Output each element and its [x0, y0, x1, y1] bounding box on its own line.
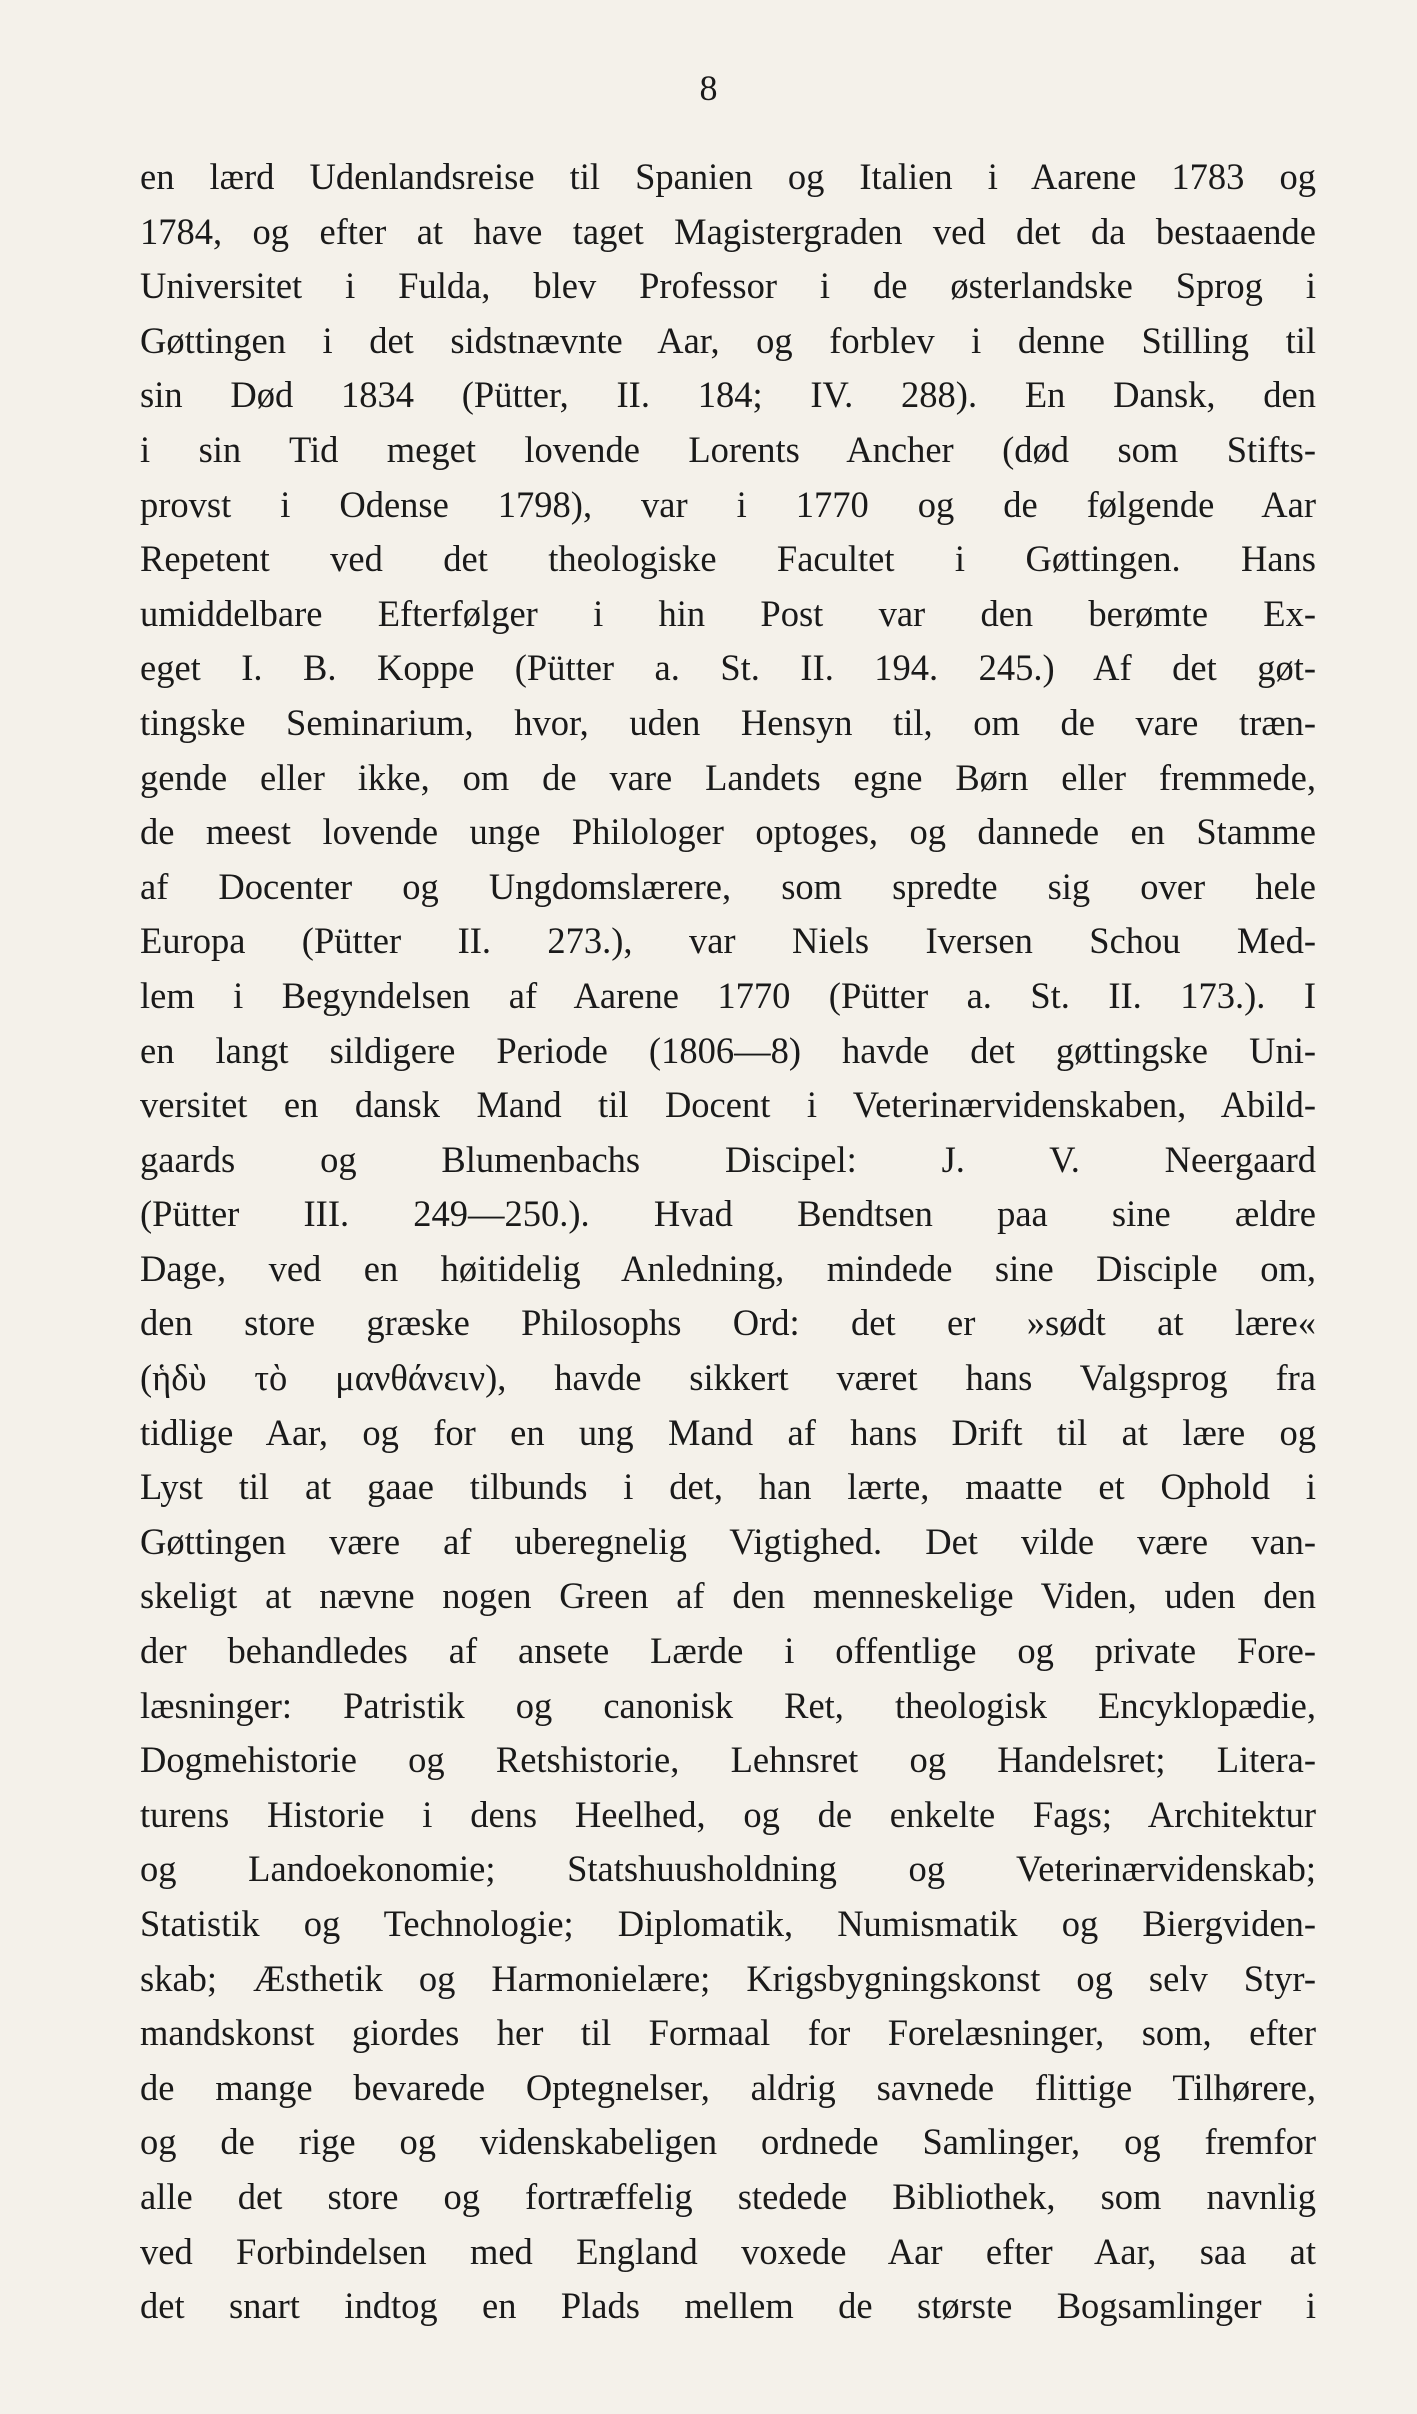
- text-line: tingske Seminarium, hvor, uden Hensyn til, om de vare træn-: [140, 701, 1316, 743]
- text-line: de meest lovende unge Philologer optoges, og dannede en Stamme: [140, 811, 1316, 853]
- text-line: umiddelbare Efterfølger i hin Post var den berømte Ex-: [140, 592, 1316, 634]
- text-line: den store græske Philosophs Ord: det er »sødt at lære«: [140, 1302, 1316, 1344]
- text-line: det snart indtog en Plads mellem de største Bogsamlinger i: [140, 2285, 1316, 2327]
- text-line: turens Historie i dens Heelhed, og de enkelte Fags; Architektur: [140, 1793, 1316, 1835]
- text-line: i sin Tid meget lovende Lorents Ancher (død som Stifts-: [140, 428, 1316, 470]
- text-line: Europa (Pütter II. 273.), var Niels Iversen Schou Med-: [140, 920, 1316, 962]
- text-line: versitet en dansk Mand til Docent i Veterinærvidenskaben, Abild-: [140, 1084, 1316, 1126]
- text-line: Lyst til at gaae tilbunds i det, han lærte, maatte et Ophold i: [140, 1466, 1316, 1508]
- text-line: skeligt at nævne nogen Green af den menneskelige Viden, uden den: [140, 1575, 1316, 1617]
- text-line: de mange bevarede Optegnelser, aldrig savnede flittige Tilhørere,: [140, 2066, 1316, 2108]
- text-line: en lærd Udenlandsreise til Spanien og Italien i Aarene 1783 og: [140, 156, 1316, 197]
- text-line: Repetent ved det theologiske Facultet i Gøttingen. Hans: [140, 538, 1316, 580]
- text-line: tidlige Aar, og for en ung Mand af hans Drift til at lære og: [140, 1411, 1316, 1453]
- text-line: provst i Odense 1798), var i 1770 og de følgende Aar: [140, 483, 1316, 525]
- text-line: en langt sildigere Periode (1806—8) havde det gøttingske Uni-: [140, 1029, 1316, 1071]
- text-line: Dogmehistorie og Retshistorie, Lehnsret og Handelsret; Litera-: [140, 1739, 1316, 1781]
- text-line: (Pütter III. 249—250.). Hvad Bendtsen paa sine ældre: [140, 1193, 1316, 1235]
- text-line: Statistik og Technologie; Diplomatik, Numismatik og Biergviden-: [140, 1903, 1316, 1944]
- text-line: læsninger: Patristik og canonisk Ret, theologisk Encyklopædie,: [140, 1684, 1316, 1726]
- text-line: gaards og Blumenbachs Discipel: J. V. Neergaard: [140, 1138, 1316, 1180]
- text-line: sin Død 1834 (Pütter, II. 184; IV. 288). En Dansk, den: [140, 374, 1316, 416]
- text-line: lem i Begyndelsen af Aarene 1770 (Pütter a. St. II. 173.). I: [140, 974, 1316, 1016]
- text-line: skab; Æsthetik og Harmonielære; Krigsbygningskonst og selv Styr-: [140, 1957, 1316, 1999]
- text-line: der behandledes af ansete Lærde i offentlige og private Fore-: [140, 1630, 1316, 1672]
- text-line: Dage, ved en høitidelig Anledning, mindede sine Disciple om,: [140, 1247, 1316, 1289]
- text-line: gende eller ikke, om de vare Landets egne Børn eller fremmede,: [140, 756, 1316, 798]
- text-line: Universitet i Fulda, blev Professor i de østerlandske Sprog i: [140, 265, 1316, 307]
- text-line: (ἡδὺ τὸ μανθάνειν), havde sikkert været hans Valgsprog fra: [140, 1357, 1316, 1399]
- text-line: alle det store og fortræffelig stedede Bibliothek, som navnlig: [140, 2175, 1316, 2217]
- text-line: 1784, og efter at have taget Magistergraden ved det da bestaaende: [140, 210, 1316, 252]
- text-line: af Docenter og Ungdomslærere, som spredte sig over hele: [140, 865, 1316, 907]
- text-line: Gøttingen i det sidstnævnte Aar, og forblev i denne Stilling til: [140, 319, 1316, 361]
- text-line: ved Forbindelsen med England voxede Aar efter Aar, saa at: [140, 2230, 1316, 2272]
- text-line: mandskonst giordes her til Formaal for Forelæsninger, som, efter: [140, 2012, 1316, 2054]
- page-number: 8: [699, 68, 718, 108]
- text-line: og de rige og videnskabeligen ordnede Samlinger, og fremfor: [140, 2121, 1316, 2163]
- body-text: [140, 150, 1316, 2334]
- text-line: Gøttingen være af uberegnelig Vigtighed. Det vilde være van-: [140, 1520, 1316, 1562]
- text-line: eget I. B. Koppe (Pütter a. St. II. 194. 245.) Af det gøt-: [140, 647, 1316, 689]
- text-line: og Landoekonomie; Statshuusholdning og Veterinærvidenskab;: [140, 1848, 1316, 1890]
